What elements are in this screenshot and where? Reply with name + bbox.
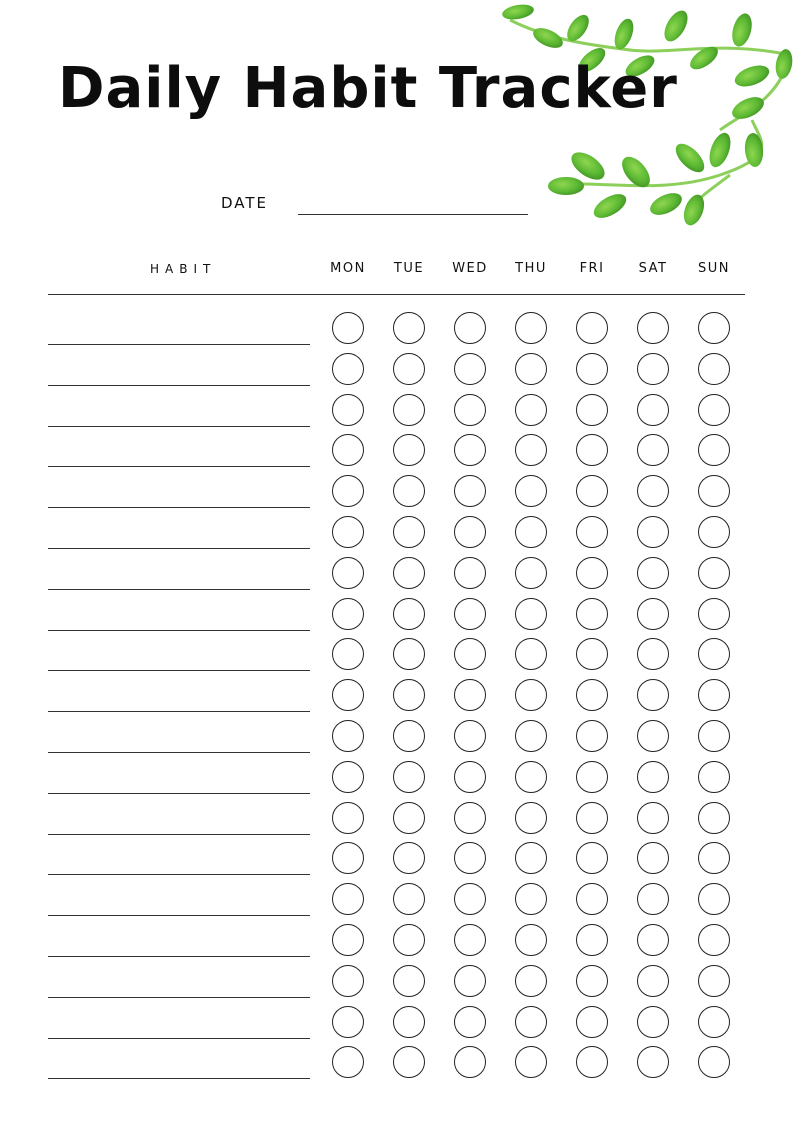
check-circle-sun[interactable] [698, 1006, 730, 1038]
check-circle-sun[interactable] [698, 557, 730, 589]
check-circle-fri[interactable] [576, 1006, 608, 1038]
day-header-sun: SUN [698, 261, 730, 276]
check-circle-sat[interactable] [637, 802, 669, 834]
check-circle-wed[interactable] [454, 598, 486, 630]
check-circle-fri[interactable] [576, 557, 608, 589]
check-circle-tue[interactable] [393, 516, 425, 548]
check-circle-wed[interactable] [454, 516, 486, 548]
check-circle-fri[interactable] [576, 1046, 608, 1078]
check-circle-thu[interactable] [515, 394, 547, 426]
day-header-wed: WED [452, 261, 488, 276]
check-circle-sun[interactable] [698, 516, 730, 548]
check-circle-sun[interactable] [698, 312, 730, 344]
check-circle-fri[interactable] [576, 598, 608, 630]
check-circle-mon[interactable] [332, 557, 364, 589]
habit-name-line[interactable] [48, 385, 310, 386]
check-circle-mon[interactable] [332, 598, 364, 630]
check-circle-sat[interactable] [637, 475, 669, 507]
check-circle-sun[interactable] [698, 1046, 730, 1078]
check-circle-sun[interactable] [698, 924, 730, 956]
check-circle-sat[interactable] [637, 679, 669, 711]
check-circle-tue[interactable] [393, 924, 425, 956]
check-circle-sat[interactable] [637, 924, 669, 956]
check-circle-wed[interactable] [454, 353, 486, 385]
check-circle-thu[interactable] [515, 434, 547, 466]
check-circle-thu[interactable] [515, 761, 547, 793]
check-circle-thu[interactable] [515, 557, 547, 589]
habit-name-line[interactable] [48, 915, 310, 916]
check-circle-mon[interactable] [332, 638, 364, 670]
check-circle-tue[interactable] [393, 679, 425, 711]
check-circle-mon[interactable] [332, 802, 364, 834]
check-circle-sun[interactable] [698, 965, 730, 997]
habit-name-line[interactable] [48, 752, 310, 753]
check-circle-wed[interactable] [454, 557, 486, 589]
check-circle-thu[interactable] [515, 516, 547, 548]
check-circle-tue[interactable] [393, 312, 425, 344]
check-circle-thu[interactable] [515, 638, 547, 670]
check-circle-sun[interactable] [698, 638, 730, 670]
check-circle-fri[interactable] [576, 475, 608, 507]
check-circle-sun[interactable] [698, 842, 730, 874]
check-circle-mon[interactable] [332, 761, 364, 793]
check-circle-mon[interactable] [332, 475, 364, 507]
check-circle-wed[interactable] [454, 394, 486, 426]
check-circle-wed[interactable] [454, 924, 486, 956]
habit-name-line[interactable] [48, 589, 310, 590]
check-circle-tue[interactable] [393, 475, 425, 507]
check-circle-thu[interactable] [515, 965, 547, 997]
check-circle-sat[interactable] [637, 842, 669, 874]
habit-name-line[interactable] [48, 956, 310, 957]
check-circle-sun[interactable] [698, 475, 730, 507]
check-circle-tue[interactable] [393, 394, 425, 426]
check-circle-thu[interactable] [515, 883, 547, 915]
habit-name-line[interactable] [48, 711, 310, 712]
check-circle-tue[interactable] [393, 883, 425, 915]
check-circle-sat[interactable] [637, 1006, 669, 1038]
check-circle-fri[interactable] [576, 679, 608, 711]
day-header-fri: FRI [579, 261, 605, 276]
check-circle-tue[interactable] [393, 965, 425, 997]
habit-name-line[interactable] [48, 834, 310, 835]
check-circle-tue[interactable] [393, 557, 425, 589]
check-circle-thu[interactable] [515, 842, 547, 874]
check-circle-wed[interactable] [454, 802, 486, 834]
check-circle-mon[interactable] [332, 1046, 364, 1078]
check-circle-mon[interactable] [332, 353, 364, 385]
check-circle-thu[interactable] [515, 353, 547, 385]
check-circle-tue[interactable] [393, 842, 425, 874]
check-circle-sun[interactable] [698, 353, 730, 385]
check-circle-thu[interactable] [515, 802, 547, 834]
check-circle-wed[interactable] [454, 434, 486, 466]
header-divider [48, 294, 745, 295]
check-circle-mon[interactable] [332, 516, 364, 548]
date-label: DATE [221, 194, 269, 212]
check-circle-mon[interactable] [332, 679, 364, 711]
check-circle-tue[interactable] [393, 720, 425, 752]
habit-name-line[interactable] [48, 874, 310, 875]
check-circle-sat[interactable] [637, 516, 669, 548]
check-circle-fri[interactable] [576, 638, 608, 670]
check-circle-thu[interactable] [515, 924, 547, 956]
check-circle-thu[interactable] [515, 679, 547, 711]
page-title: Daily Habit Tracker [58, 56, 678, 121]
habit-name-line[interactable] [48, 1078, 310, 1079]
check-circle-wed[interactable] [454, 842, 486, 874]
day-header-sat: SAT [638, 261, 668, 276]
check-circle-sat[interactable] [637, 434, 669, 466]
check-circle-fri[interactable] [576, 842, 608, 874]
check-circle-sun[interactable] [698, 434, 730, 466]
check-circle-tue[interactable] [393, 598, 425, 630]
habit-name-line[interactable] [48, 670, 310, 671]
check-circle-tue[interactable] [393, 761, 425, 793]
check-circle-fri[interactable] [576, 883, 608, 915]
check-circle-fri[interactable] [576, 394, 608, 426]
check-circle-mon[interactable] [332, 965, 364, 997]
check-circle-mon[interactable] [332, 924, 364, 956]
check-circle-sun[interactable] [698, 679, 730, 711]
check-circle-wed[interactable] [454, 679, 486, 711]
check-circle-sun[interactable] [698, 802, 730, 834]
date-field[interactable] [298, 214, 528, 215]
day-header-tue: TUE [393, 261, 425, 276]
check-circle-sat[interactable] [637, 557, 669, 589]
check-circle-mon[interactable] [332, 883, 364, 915]
check-circle-thu[interactable] [515, 475, 547, 507]
check-circle-wed[interactable] [454, 883, 486, 915]
habit-name-line[interactable] [48, 548, 310, 549]
check-circle-sat[interactable] [637, 312, 669, 344]
check-circle-fri[interactable] [576, 353, 608, 385]
check-circle-fri[interactable] [576, 761, 608, 793]
check-circle-mon[interactable] [332, 394, 364, 426]
check-circle-fri[interactable] [576, 434, 608, 466]
habit-name-line[interactable] [48, 466, 310, 467]
check-circle-sat[interactable] [637, 598, 669, 630]
check-circle-sat[interactable] [637, 883, 669, 915]
check-circle-fri[interactable] [576, 965, 608, 997]
habit-column-header: HABIT [150, 262, 217, 276]
check-circle-wed[interactable] [454, 720, 486, 752]
day-header-thu: THU [515, 261, 547, 276]
check-circle-tue[interactable] [393, 434, 425, 466]
check-circle-mon[interactable] [332, 312, 364, 344]
check-circle-sun[interactable] [698, 883, 730, 915]
check-circle-sat[interactable] [637, 720, 669, 752]
habit-name-line[interactable] [48, 997, 310, 998]
check-circle-sat[interactable] [637, 965, 669, 997]
check-circle-fri[interactable] [576, 516, 608, 548]
check-circle-sat[interactable] [637, 638, 669, 670]
check-circle-sat[interactable] [637, 761, 669, 793]
check-circle-sun[interactable] [698, 394, 730, 426]
check-circle-mon[interactable] [332, 1006, 364, 1038]
check-circle-sat[interactable] [637, 353, 669, 385]
check-circle-thu[interactable] [515, 1006, 547, 1038]
habit-name-line[interactable] [48, 426, 310, 427]
check-circle-wed[interactable] [454, 965, 486, 997]
check-circle-wed[interactable] [454, 1046, 486, 1078]
habit-name-line[interactable] [48, 1038, 310, 1039]
check-circle-fri[interactable] [576, 720, 608, 752]
check-circle-fri[interactable] [576, 312, 608, 344]
habit-name-line[interactable] [48, 507, 310, 508]
check-circle-mon[interactable] [332, 720, 364, 752]
check-circle-sat[interactable] [637, 1046, 669, 1078]
habit-name-line[interactable] [48, 630, 310, 631]
check-circle-tue[interactable] [393, 353, 425, 385]
check-circle-wed[interactable] [454, 761, 486, 793]
check-circle-sat[interactable] [637, 394, 669, 426]
habit-name-line[interactable] [48, 344, 310, 345]
check-circle-fri[interactable] [576, 802, 608, 834]
check-circle-wed[interactable] [454, 638, 486, 670]
check-circle-wed[interactable] [454, 475, 486, 507]
check-circle-tue[interactable] [393, 802, 425, 834]
check-circle-thu[interactable] [515, 598, 547, 630]
check-circle-tue[interactable] [393, 1006, 425, 1038]
check-circle-mon[interactable] [332, 434, 364, 466]
check-circle-sun[interactable] [698, 598, 730, 630]
check-circle-thu[interactable] [515, 1046, 547, 1078]
day-header-mon: MON [330, 261, 366, 276]
check-circle-fri[interactable] [576, 924, 608, 956]
check-circle-wed[interactable] [454, 312, 486, 344]
check-circle-sun[interactable] [698, 720, 730, 752]
check-circle-mon[interactable] [332, 842, 364, 874]
habit-name-line[interactable] [48, 793, 310, 794]
check-circle-tue[interactable] [393, 638, 425, 670]
check-circle-wed[interactable] [454, 1006, 486, 1038]
check-circle-thu[interactable] [515, 312, 547, 344]
check-circle-tue[interactable] [393, 1046, 425, 1078]
check-circle-thu[interactable] [515, 720, 547, 752]
check-circle-sun[interactable] [698, 761, 730, 793]
